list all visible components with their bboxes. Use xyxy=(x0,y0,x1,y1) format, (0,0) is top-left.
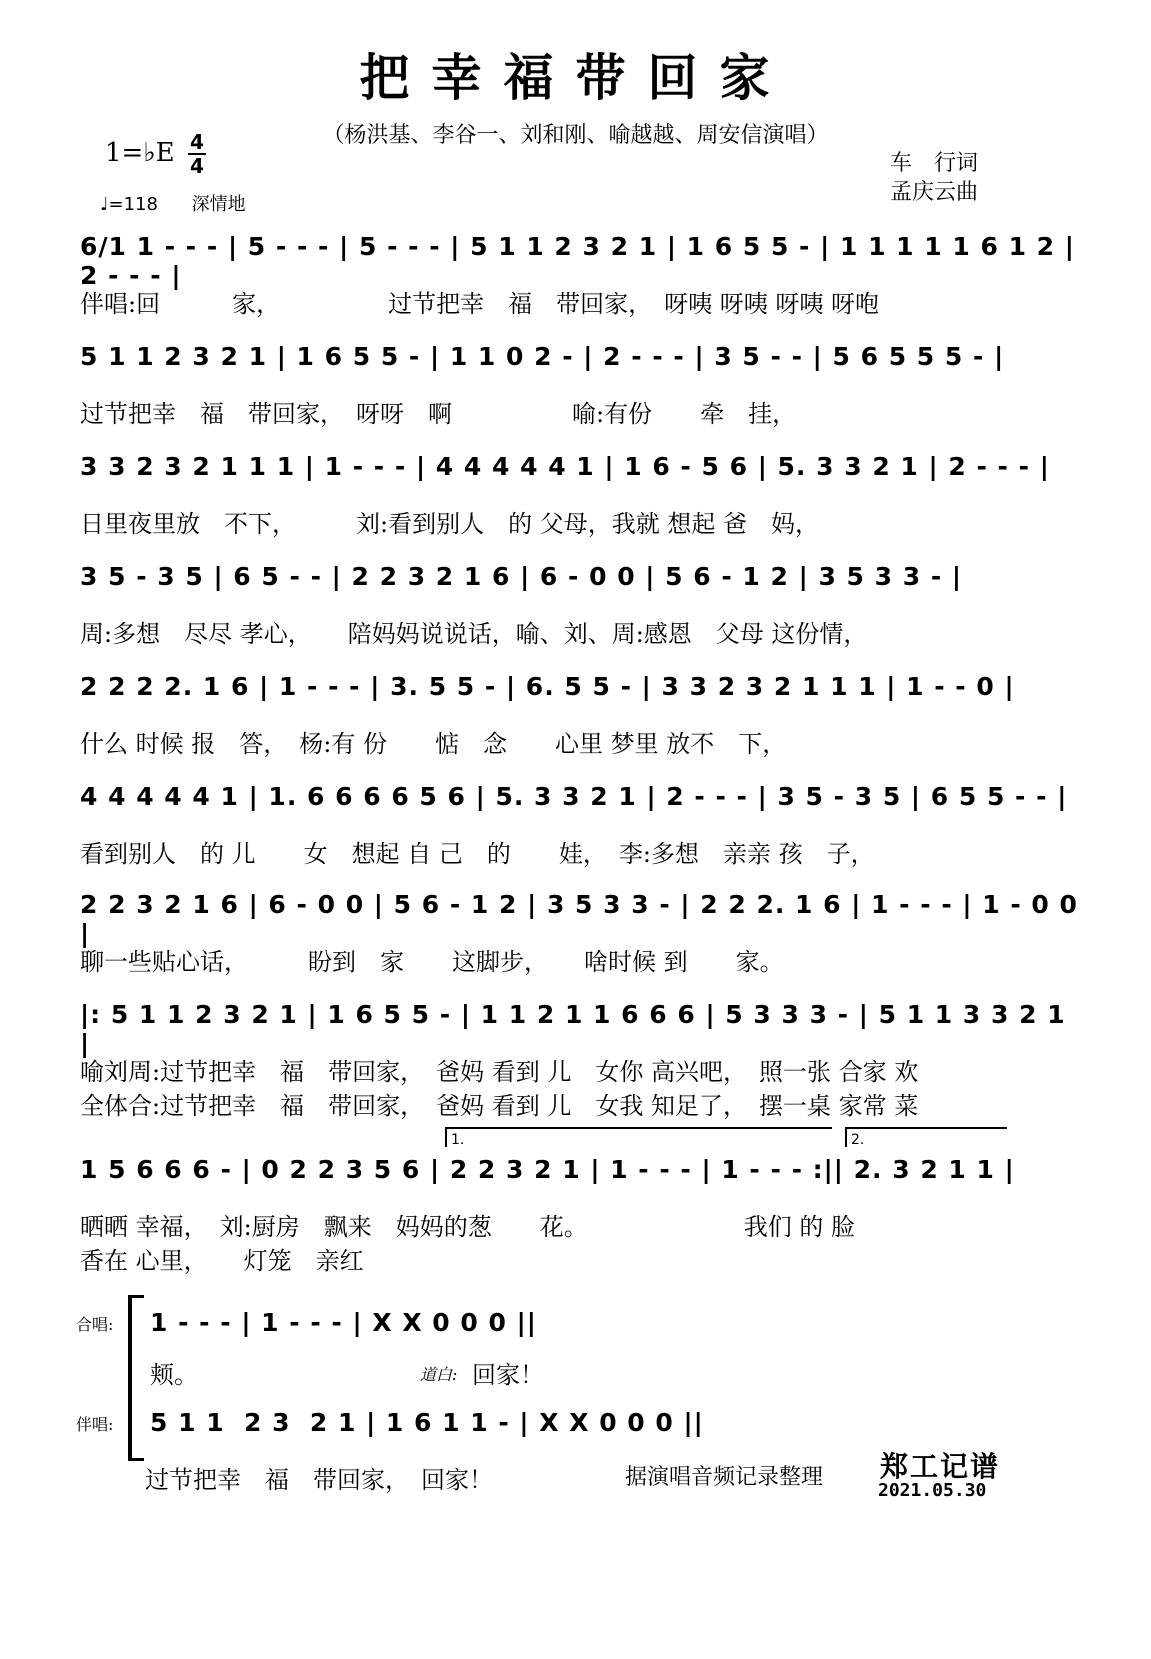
notation-row: 3 3 2 3 2 1 1 1 | 1 - - - | 4 4 4 4 4 1 | 1 6 - 5 6 | 5. 3 3 2 1 | 2 - - - | xyxy=(80,452,1050,481)
transcriber-brand: 郑工记谱 xyxy=(880,1450,1001,1483)
spoken-label: 道白: xyxy=(420,1365,458,1384)
volta-label-1: 1. xyxy=(451,1132,465,1148)
lyric-row: 日里夜里放 不下， 刘:看到别人 的 父母，我就 想起 爸 妈， xyxy=(80,510,819,538)
notation-row: 3 5 - 3 5 | 6 5 - - | 2 2 3 2 1 6 | 6 - 0 0 | 5 6 - 1 2 | 3 5 3 3 - | xyxy=(80,562,963,591)
score-line-7 xyxy=(80,890,1080,985)
chorus-part-label: 合唱: xyxy=(76,1315,114,1334)
transcription-note: 据演唱音频记录整理 xyxy=(625,1465,824,1490)
lyric-row-tutti: 全体合:过节把幸 福 带回家， 爸妈 看到 儿 女我 知足了， 摆一桌 家常 菜 xyxy=(80,1092,919,1120)
transcription-date: 2021.05.30 xyxy=(878,1480,987,1501)
lyric-row: 过节把幸 福 带回家， 呀呀 啊 喻:有份 牵 挂， xyxy=(80,400,797,428)
notation-row: 1 5 6 6 6 - | 0 2 2 3 5 6 | 2 2 3 2 1 | 1 - - - | 1 - - - :|| 2. 3 2 1 1 | xyxy=(80,1155,1015,1184)
notation-row: 4 4 4 4 4 1 | 1. 6 6 6 6 5 6 | 5. 3 3 2 1 | 2 - - - | 3 5 - 3 5 | 6 5 5 - - | xyxy=(80,782,1068,811)
accomp-part-label: 伴唱: xyxy=(76,1415,114,1434)
lyric-row: 看到别人 的 儿 女 想起 自 己 的 娃， 李:多想 亲亲 孩 子， xyxy=(80,840,875,868)
lyric-row: 伴唱:回 家， 过节把幸 福 带回家， 呀咦 呀咦 呀咦 呀咆 xyxy=(80,290,879,318)
notation-row: 2 2 3 2 1 6 | 6 - 0 0 | 5 6 - 1 2 | 3 5 3 3 - | 2 2 2. 1 6 | 1 - - - | 1 - 0 0 | xyxy=(80,890,1078,948)
time-signature-bottom: 4 xyxy=(190,154,204,178)
key-signature: 1=♭E xyxy=(105,138,175,168)
volta-bracket-2 xyxy=(845,1127,1007,1147)
page-title: 把幸福带回家 xyxy=(359,49,792,107)
composer-credit: 孟庆云曲 xyxy=(890,180,979,205)
performers-subtitle: （杨洪基、李谷一、刘和刚、喻越越、周安信演唱） xyxy=(322,123,829,148)
tempo-marking xyxy=(100,190,246,216)
score-line-4 xyxy=(80,562,1080,657)
notation-row: |: 5 1 1 2 3 2 1 | 1 6 5 5 - | 1 1 2 1 1 6 6 6 | 5 3 3 3 - | 5 1 1 3 3 2 1 | xyxy=(80,1000,1066,1058)
score-line-2 xyxy=(80,342,1080,437)
score-line-6 xyxy=(80,782,1080,877)
score-line-8 xyxy=(80,1000,1080,1120)
score-line-3 xyxy=(80,452,1080,547)
lyric-row-soloists: 喻刘周:过节把幸 福 带回家， 爸妈 看到 儿 女你 高兴吧， 照一张 合家 欢 xyxy=(80,1058,919,1086)
chorus-notation: 1 - - - | 1 - - - | X X 0 0 0 || xyxy=(150,1308,537,1337)
score-line-1 xyxy=(80,232,1080,327)
lyric-row-verse1: 晒晒 幸福， 刘:厨房 飘来 妈妈的葱 花。 我们 的 脸 xyxy=(80,1213,855,1241)
lyric-row: 聊一些贴心话， 盼到 家 这脚步， 啥时候 到 家。 xyxy=(80,948,784,976)
chorus-lyric: 颊。 xyxy=(150,1361,198,1389)
lyric-row: 什么 时候 报 答， 杨:有 份 惦 念 心里 梦里 放不 下， xyxy=(80,730,787,758)
lyric-row: 周:多想 尽尽 孝心， 陪妈妈说说话，喻、刘、周:感恩 父母 这份情， xyxy=(80,620,868,648)
score-line-9 xyxy=(80,1132,1080,1275)
notation-row: 2 2 2 2. 1 6 | 1 - - - | 3. 5 5 - | 6. 5 5 - | 3 3 2 3 2 1 1 1 | 1 - - 0 | xyxy=(80,672,1015,701)
notation-row: 5 1 1 2 3 2 1 | 1 6 5 5 - | 1 1 0 2 - | 2 - - - | 3 5 - - | 5 6 5 5 5 - | xyxy=(80,342,1005,371)
lyricist-credit: 车 行词 xyxy=(890,151,979,176)
accomp-lyric: 过节把幸 福 带回家， 回家！ xyxy=(145,1466,493,1494)
lyric-row-verse2: 香在 心里， 灯笼 亲红 xyxy=(80,1247,364,1275)
spoken-text: 回家！ xyxy=(472,1361,544,1389)
system-bracket xyxy=(128,1295,144,1461)
expression-marking: 深情地 xyxy=(191,194,246,215)
tempo-value: ♩=118 xyxy=(100,194,158,215)
notation-row: 6/1 1 - - - | 5 - - - | 5 - - - | 5 1 1 2 3 2 1 | 1 6 5 5 - | 1 1 1 1 1 6 1 2 | 2 - - - | xyxy=(80,232,1075,290)
score-line-5 xyxy=(80,672,1080,767)
time-signature-top: 4 xyxy=(190,130,204,154)
time-signature xyxy=(185,132,209,176)
volta-label-2: 2. xyxy=(851,1132,865,1148)
volta-bracket-1 xyxy=(445,1127,832,1147)
accomp-notation: 5 1 1 2 3 2 1 | 1 6 1 1 - | X X 0 0 0 || xyxy=(150,1408,704,1437)
